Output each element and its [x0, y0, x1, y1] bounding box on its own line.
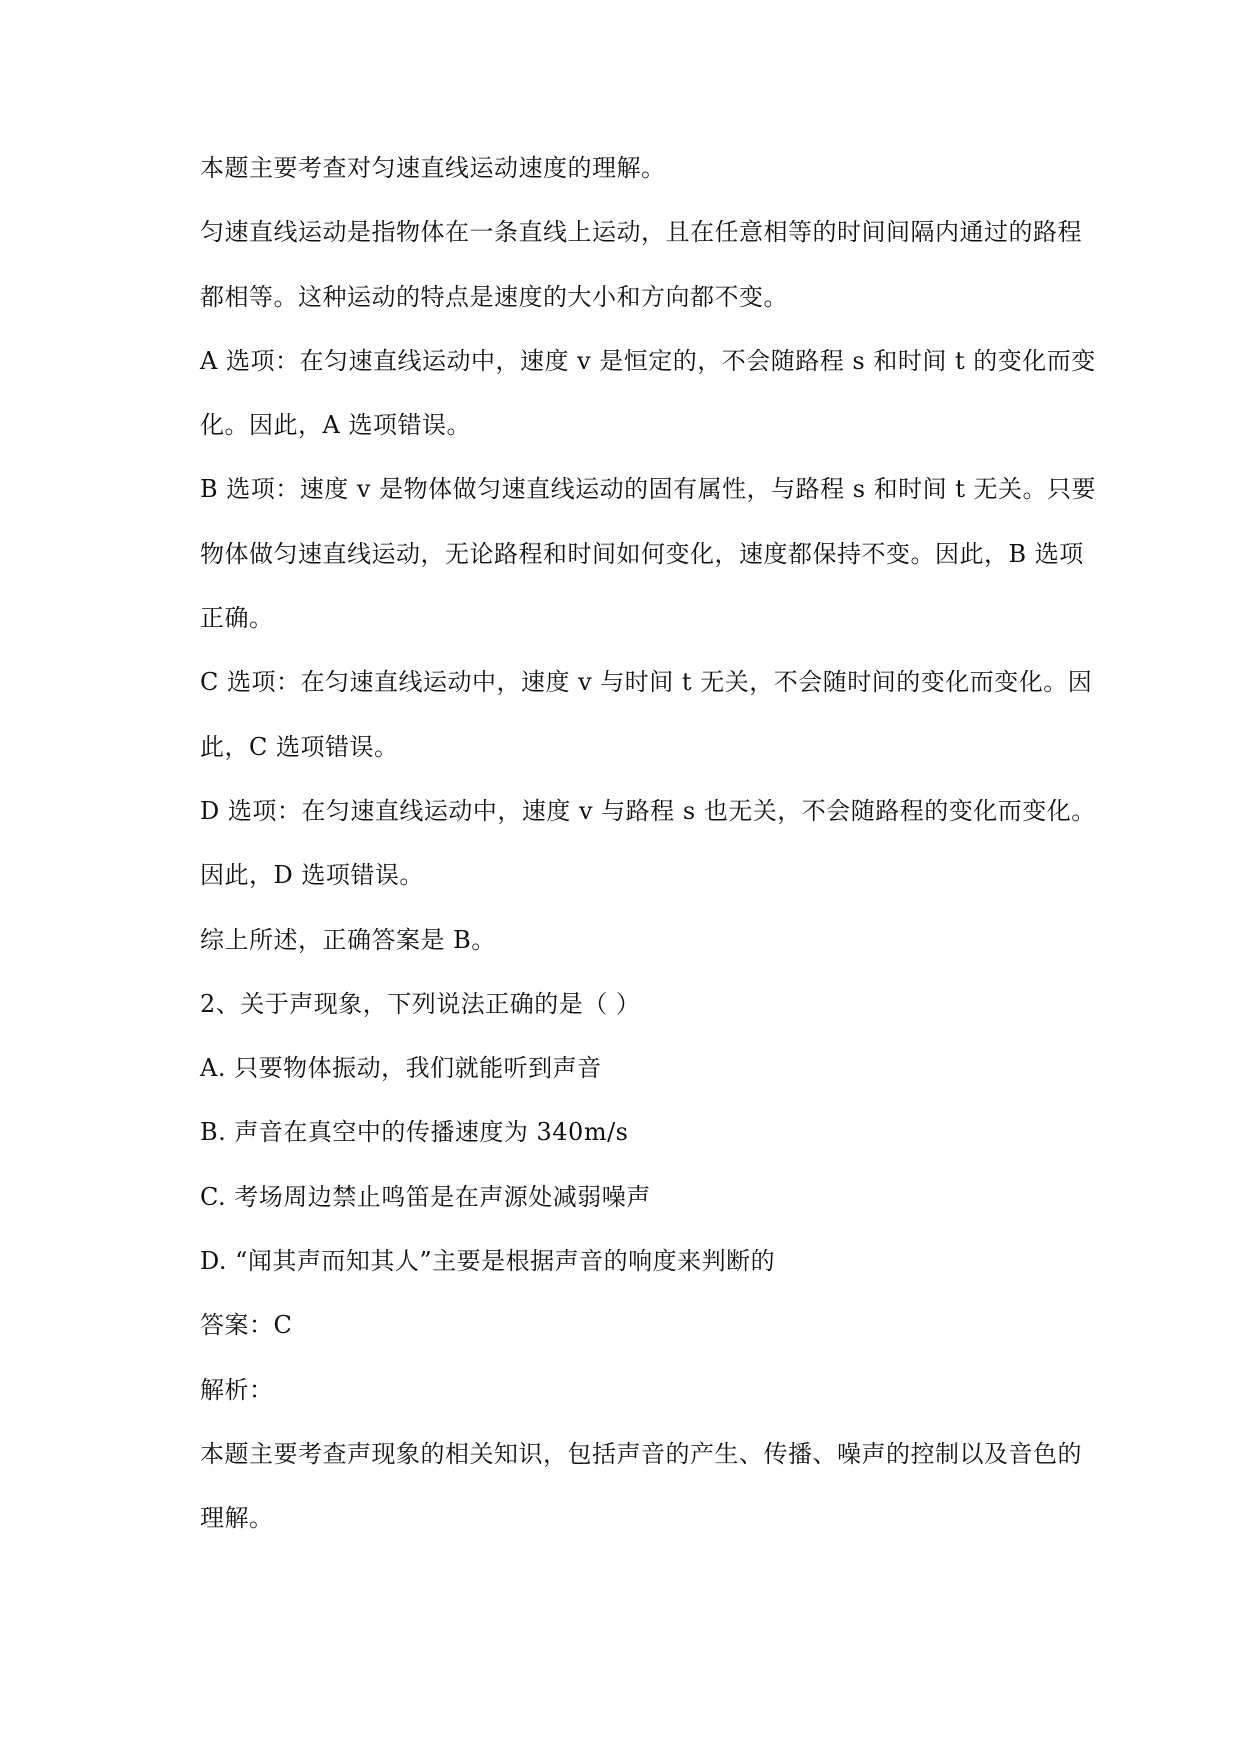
- text-line: 因此，D 选项错误。: [200, 861, 424, 890]
- text-line: C 选项：在匀速直线运动中，速度 v 与时间 t 无关，不会随时间的变化而变化。因: [200, 668, 1093, 697]
- analysis-heading: 解析：: [200, 1375, 274, 1404]
- option-b: B. 声音在真空中的传播速度为 340m/s: [200, 1118, 629, 1147]
- text-line: 本题主要考查对匀速直线运动速度的理解。: [200, 154, 666, 182]
- text-line: 本题主要考查声现象的相关知识，包括声音的产生、传播、噪声的控制以及音色的: [200, 1439, 1082, 1468]
- text-line: 正确。: [200, 604, 274, 633]
- text-line: 匀速直线运动是指物体在一条直线上运动，且在任意相等的时间间隔内通过的路程: [200, 218, 1082, 247]
- answer-line: 答案：C: [200, 1311, 293, 1340]
- option-d: D. “闻其声而知其人”主要是根据声音的响度来判断的: [200, 1247, 776, 1276]
- text-line: 综上所述，正确答案是 B。: [200, 925, 496, 954]
- option-a: A. 只要物体振动，我们就能听到声音: [200, 1054, 602, 1083]
- question-stem: 2、关于声现象，下列说法正确的是（ ）: [200, 989, 641, 1018]
- text-line: 物体做匀速直线运动，无论路程和时间如何变化，速度都保持不变。因此，B 选项: [200, 539, 1084, 568]
- text-line: 化。因此，A 选项错误。: [200, 411, 471, 440]
- text-line: 此，C 选项错误。: [200, 732, 399, 761]
- text-line: 理解。: [200, 1504, 274, 1533]
- text-line: A 选项：在匀速直线运动中，速度 v 是恒定的，不会随路程 s 和时间 t 的变化而变: [200, 346, 1096, 375]
- text-line: B 选项：速度 v 是物体做匀速直线运动的固有属性，与路程 s 和时间 t 无关。只要: [200, 475, 1097, 504]
- text-line: D 选项：在匀速直线运动中，速度 v 与路程 s 也无关，不会随路程的变化而变化。: [200, 796, 1096, 825]
- document-body: [200, 136, 1100, 1551]
- text-line: 都相等。这种运动的特点是速度的大小和方向都不变。: [200, 282, 788, 311]
- option-c: C. 考场周边禁止鸣笛是在声源处减弱噪声: [200, 1182, 651, 1211]
